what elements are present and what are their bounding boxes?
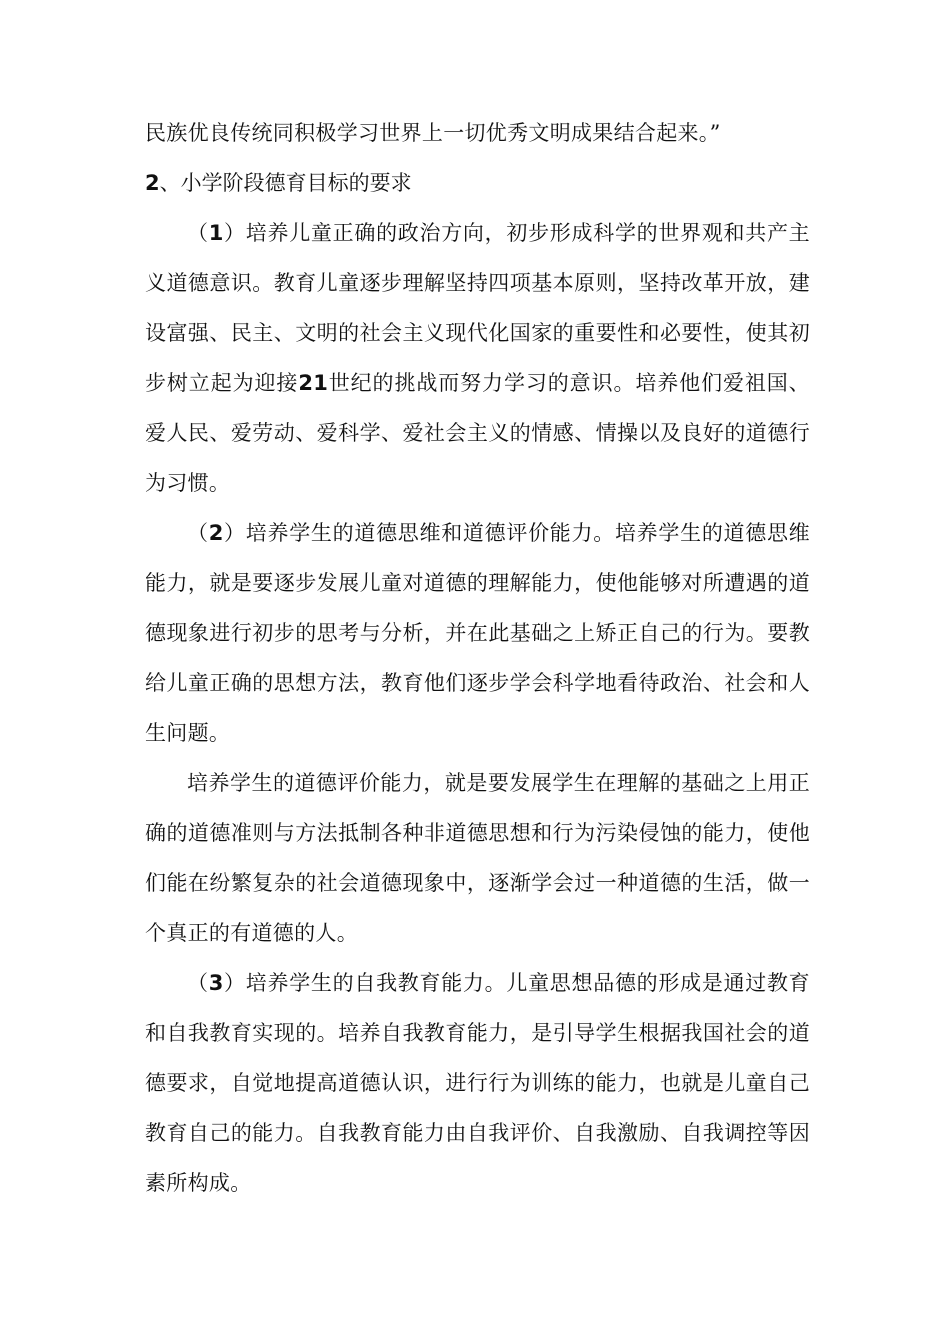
paragraph-text: ）培养学生的自我教育能力。儿童思想品德的形成是通过教育和自我教育实现的。培养自我教育能力，是引导学生根据我国社会的道德要求，自觉地提高道德认识，进行行为训练的能力，也就是儿童自己教育自己的能力。自我教育能力由自我评价、自我激励、自我调控等因素所构成。 xyxy=(145,971,810,1195)
heading-number: 2 xyxy=(145,171,160,195)
paragraph-text: ）培养儿童正确的政治方向，初步形成科学的世界观和共产主义道德意识。教育儿童逐步理解坚持四项基本原则，坚持改革开放，建设富强、民主、文明的社会主义现代化国家的重要性和必要性，使其初步树立起为迎接 xyxy=(145,221,810,395)
paragraph-text: 培养学生的道德评价能力，就是要发展学生在理解的基础之上用正确的道德准则与方法抵制各种非道德思想和行为污染侵蚀的能力，使他们能在纷繁复杂的社会道德现象中，逐渐学会过一种道德的生活，做一个真正的有道德的人。 xyxy=(145,771,810,945)
item-number: 3 xyxy=(208,971,224,995)
paragraph-continuation xyxy=(145,108,810,158)
item-open-paren: （ xyxy=(187,521,209,545)
inline-number: 21 xyxy=(298,371,329,395)
paragraph-text: 民族优良传统同积极学习世界上一切优秀文明成果结合起来。” xyxy=(145,121,721,145)
paragraph-item-1 xyxy=(145,208,810,508)
item-open-paren: （ xyxy=(187,971,209,995)
item-number: 2 xyxy=(208,521,224,545)
heading-text: 、小学阶段德育目标的要求 xyxy=(159,171,412,195)
section-heading xyxy=(145,158,810,208)
paragraph-evaluation xyxy=(145,758,810,958)
item-number: 1 xyxy=(208,221,224,245)
paragraph-text: 世纪的挑战而努力学习的意识。培养他们爱祖国、爱人民、爱劳动、爱科学、爱社会主义的情感、情操以及良好的道德行为习惯。 xyxy=(145,371,810,495)
paragraph-text: ）培养学生的道德思维和道德评价能力。培养学生的道德思维能力，就是要逐步发展儿童对道德的理解能力，使他能够对所遭遇的道德现象进行初步的思考与分析，并在此基础之上矫正自己的行为。要教给儿童正确的思想方法，教育他们逐步学会科学地看待政治、社会和人生问题。 xyxy=(145,521,810,745)
paragraph-item-3 xyxy=(145,958,810,1208)
item-open-paren: （ xyxy=(187,221,209,245)
document-body xyxy=(145,108,810,1208)
paragraph-item-2 xyxy=(145,508,810,758)
